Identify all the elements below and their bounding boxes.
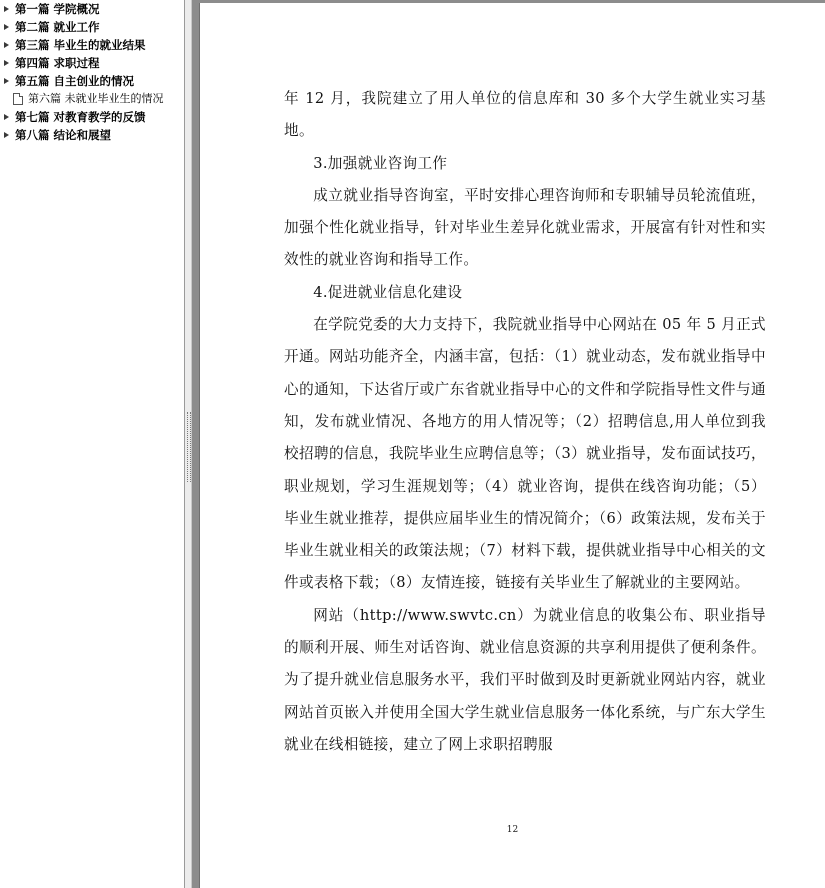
bookmark-item-chapter-8[interactable] (0, 126, 184, 144)
bookmark-label: 第七篇 对教育教学的反馈 (15, 110, 146, 124)
bookmark-item-chapter-3[interactable] (0, 36, 184, 54)
bookmark-label: 第一篇 学院概况 (15, 2, 100, 16)
expand-triangle-icon[interactable] (4, 78, 9, 84)
bookmark-label: 第二篇 就业工作 (15, 20, 100, 34)
page-body (284, 83, 766, 761)
document-viewer[interactable] (192, 0, 825, 888)
splitter-grip-icon[interactable] (187, 412, 191, 482)
page-number: 12 (506, 825, 519, 835)
paragraph: 网站（http://www.swvtc.cn）为就业信息的收集公布、职业指导的顺利开展、师生对话咨询、就业信息资源的共享利用提供了便利条件。为了提升就业信息服务水平，我们平时做到及时更新就业网站内容，就业网站首页嵌入并使用全国大学生就业信息服务一体化系统，与广东大学生就业在线相链接，建立了网上求职招聘服 (284, 606, 766, 753)
bookmark-label: 第六篇 未就业毕业生的情况 (28, 92, 164, 105)
bookmark-item-chapter-7[interactable] (0, 108, 184, 126)
bookmark-sidebar (0, 0, 184, 888)
bookmark-item-chapter-2[interactable] (0, 18, 184, 36)
paragraph: 在学院党委的大力支持下，我院就业指导中心网站在 05 年 5 月正式开通。网站功能齐全，内涵丰富，包括：（1）就业动态，发布就业指导中心的通知，下达省厅或广东省就业指导中心的文件和学院指导性文件与通知，发布就业情况、各地方的用人情况等；（2）招聘信息,用人单位到我校招聘的信息，我院毕业生应聘信息等；（3）就业指导，发布面试技巧，职业规划，学习生涯规划等；（4）就业咨询，提供在线咨询功能；（5）毕业生就业推荐，提供应届毕业生的情况简介；（6）政策法规，发布关于毕业生就业相关的政策法规；（7）材料下载，提供就业指导中心相关的文件或表格下载；（8）友情连接，链接有关毕业生了解就业的主要网站。 (284, 316, 766, 592)
expand-triangle-icon[interactable] (4, 24, 9, 30)
bookmark-item-chapter-4[interactable] (0, 54, 184, 72)
bookmark-label: 第三篇 毕业生的就业结果 (15, 38, 146, 52)
expand-triangle-icon[interactable] (4, 114, 9, 120)
bookmark-tree (0, 0, 184, 144)
bookmark-label: 第四篇 求职过程 (15, 56, 100, 70)
bookmark-item-chapter-1[interactable] (0, 0, 184, 18)
expand-triangle-icon[interactable] (4, 60, 9, 66)
document-page (200, 3, 825, 888)
paragraph: 年 12 月，我院建立了用人单位的信息库和 30 多个大学生就业实习基地。 (284, 90, 766, 140)
page-icon (13, 93, 23, 105)
expand-triangle-icon[interactable] (4, 6, 9, 12)
bookmark-item-chapter-6[interactable] (0, 90, 184, 108)
bookmark-label: 第八篇 结论和展望 (15, 128, 112, 142)
bookmark-item-chapter-5[interactable] (0, 72, 184, 90)
bookmark-label: 第五篇 自主创业的情况 (15, 74, 135, 88)
paragraph: 成立就业指导咨询室，平时安排心理咨询师和专职辅导员轮流值班，加强个性化就业指导，针对毕业生差异化就业需求，开展富有针对性和实效性的就业咨询和指导工作。 (284, 186, 766, 269)
expand-triangle-icon[interactable] (4, 42, 9, 48)
section-heading: 4.促进就业信息化建设 (313, 283, 463, 301)
section-heading: 3.加强就业咨询工作 (313, 154, 448, 172)
expand-triangle-icon[interactable] (4, 132, 9, 138)
pane-splitter[interactable] (184, 0, 192, 888)
